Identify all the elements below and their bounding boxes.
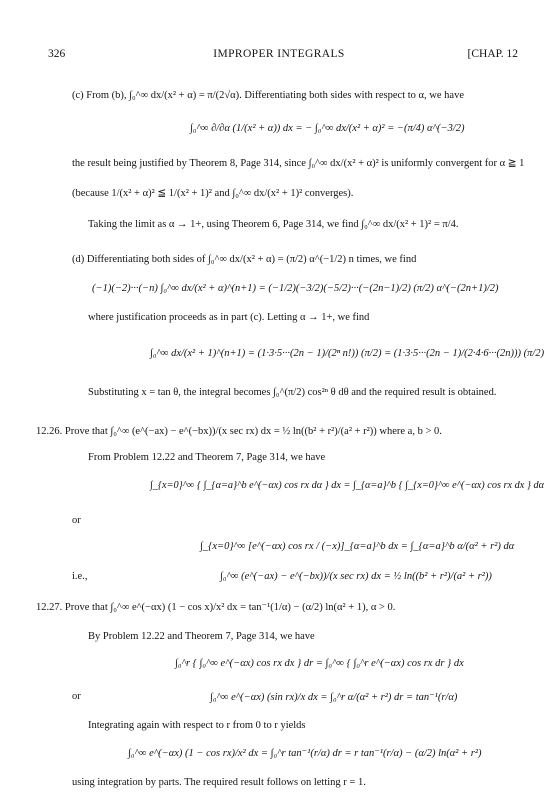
problem-12-26-from: From Problem 12.22 and Theorem 7, Page 314, we have — [88, 452, 326, 463]
problem-12-26-swap-integrals: ∫_{x=0}^∞ { ∫_{α=a}^b e^(−αx) cos rx dα } dx = ∫_{α=a}^b { ∫_{x=0}^∞ e^(−αx) cos rx dx } dα — [150, 480, 545, 491]
problem-12-26-or: or — [72, 515, 81, 526]
part-d-justification: where justification proceeds as in part (c). Letting α → 1+, we find — [88, 312, 370, 323]
problem-12-27-or: or — [72, 691, 81, 702]
problem-12-26-statement: 12.26. Prove that ∫₀^∞ (e^(−ax) − e^(−bx))/(x sec rx) dx = ½ ln((b² + r²)/(a² + r²)) where a, b > 0. — [36, 426, 442, 437]
running-title: IMPROPER INTEGRALS — [213, 48, 345, 60]
part-c-intro: (c) From (b), ∫₀^∞ dx/(x² + α) = π/(2√α). Differentiating both sides with respect to α, we have — [72, 90, 464, 101]
part-c-derivative-equation: ∫₀^∞ ∂/∂α (1/(x² + α)) dx = − ∫₀^∞ dx/(x² + α)² = −(π/4) α^(−3/2) — [190, 123, 465, 134]
problem-12-27-integrating-again: Integrating again with respect to r from 0 to r yields — [88, 720, 306, 731]
problem-12-26-ie: i.e., — [72, 571, 88, 582]
part-d-intro: (d) Differentiating both sides of ∫₀^∞ dx/(x² + α) = (π/2) α^(−1/2) n times, we find — [72, 254, 417, 265]
problem-12-26-evaluated: ∫_{x=0}^∞ [e^(−αx) cos rx / (−x)]_{α=a}^b dx = ∫_{α=a}^b α/(α² + r²) dα — [200, 541, 515, 552]
part-d-limit-equation: ∫₀^∞ dx/(x² + 1)^(n+1) = (1·3·5···(2n − 1)/(2ⁿ n!)) (π/2) = (1·3·5···(2n − 1)/(2·4·6···(2n))) (π/2) — [150, 348, 545, 359]
chapter-label: [CHAP. 12 — [467, 48, 518, 60]
part-d-n-derivative-equation: (−1)(−2)···(−n) ∫₀^∞ dx/(x² + α)^(n+1) = (−1/2)(−3/2)(−5/2)···(−(2n−1)/2) (π/2) α^(−(2n+1)/2) — [92, 283, 499, 294]
part-c-limit-result: Taking the limit as α → 1+, using Theorem 6, Page 314, we find ∫₀^∞ dx/(x² + 1)² = π/4. — [88, 219, 459, 230]
problem-12-27-sine-integral: ∫₀^∞ e^(−αx) (sin rx)/x dx = ∫₀^r α/(α² + r²) dr = tan⁻¹(r/α) — [210, 692, 458, 703]
part-d-substitution: Substituting x = tan θ, the integral becomes ∫₀^(π/2) cos²ⁿ θ dθ and the required result is obtained. — [88, 387, 497, 398]
problem-12-27-conclusion: using integration by parts. The required result follows on letting r = 1. — [72, 777, 366, 788]
problem-12-27-final-equation: ∫₀^∞ e^(−αx) (1 − cos rx)/x² dx = ∫₀^r tan⁻¹(r/α) dr = r tan⁻¹(r/α) − (α/2) ln(α² + r²) — [128, 748, 482, 759]
problem-12-27-swap-integrals: ∫₀^r { ∫₀^∞ e^(−αx) cos rx dx } dr = ∫₀^∞ { ∫₀^r e^(−αx) cos rx dr } dx — [175, 658, 464, 669]
problem-12-26-result: ∫₀^∞ (e^(−ax) − e^(−bx))/(x sec rx) dx = ½ ln((b² + r²)/(a² + r²)) — [220, 571, 492, 582]
page-number: 326 — [48, 48, 66, 60]
part-c-justification: the result being justified by Theorem 8, Page 314, since ∫₀^∞ dx/(x² + α)² is uniformly convergent for α ≧ 1 — [72, 158, 525, 169]
part-c-because: (because 1/(x² + α)² ≦ 1/(x² + 1)² and ∫₀^∞ dx/(x² + 1)² converges). — [72, 188, 354, 199]
problem-12-27-statement: 12.27. Prove that ∫₀^∞ e^(−αx) (1 − cos x)/x² dx = tan⁻¹(1/α) − (α/2) ln(α² + 1), α > 0. — [36, 602, 396, 613]
problem-12-27-by: By Problem 12.22 and Theorem 7, Page 314, we have — [88, 631, 315, 642]
